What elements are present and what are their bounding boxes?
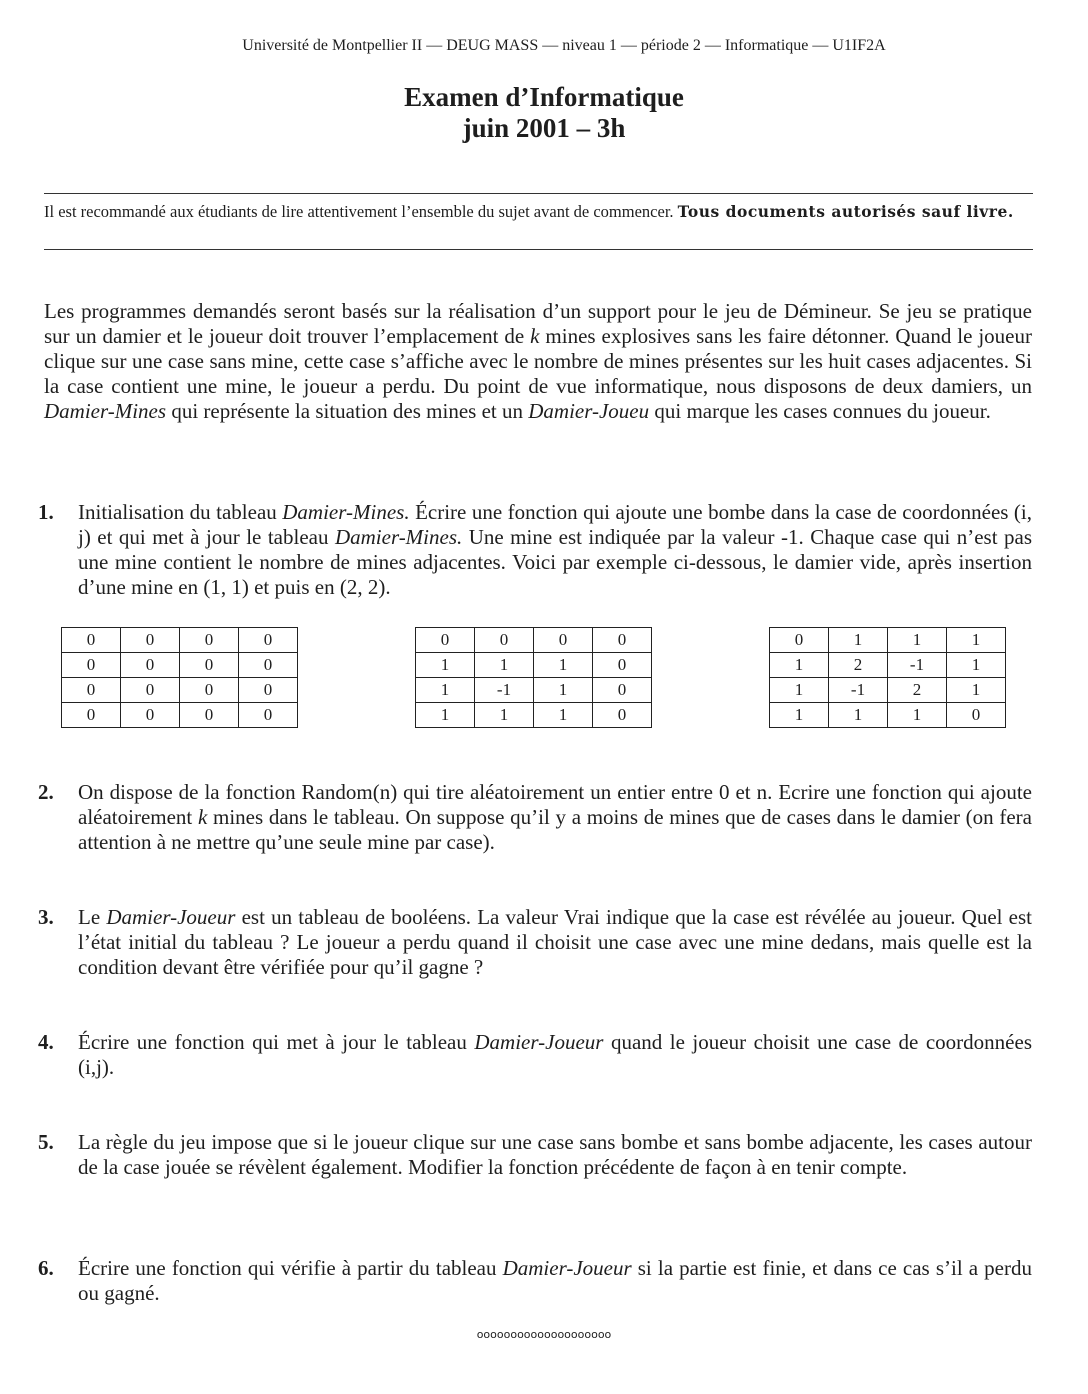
grid-cell: 1 xyxy=(888,703,947,728)
question-body xyxy=(78,1130,1032,1180)
grid-cell: 1 xyxy=(770,678,829,703)
q-italic: Damier-Joueur xyxy=(106,905,236,929)
grid-cell: 0 xyxy=(239,653,298,678)
grid-cell: 1 xyxy=(475,703,534,728)
grid-cell: 0 xyxy=(475,628,534,653)
grid-cell: 0 xyxy=(62,653,121,678)
grid-cell: 0 xyxy=(62,703,121,728)
q-text: est un tableau de booléens. La valeur Vrai indique que la case est révélée au joueur. Quel est l’état initial du tableau ? Le joueur a perdu quand il choisit une case avec une mine dedans, mais quelle est la condition devant être vérifiée pour qu’il gagne ? xyxy=(78,905,1032,979)
question-body xyxy=(78,1256,1032,1306)
grid-cell: 1 xyxy=(534,678,593,703)
grid-cell: 0 xyxy=(239,628,298,653)
question-number: 3. xyxy=(38,905,54,929)
q-text: La règle du jeu impose que si le joueur clique sur une case sans bombe et sans bombe adjacente, les cases autour de la case jouée se révèlent également. Modifier la fonction précédente de façon à en tenir compte. xyxy=(78,1130,1032,1179)
grid-cell: 1 xyxy=(947,653,1006,678)
grid-row xyxy=(416,628,652,653)
grid-one-mine xyxy=(415,627,652,728)
question-5 xyxy=(38,1130,1032,1180)
q-italic: Damier-Joueur xyxy=(502,1256,632,1280)
grid-cell: 0 xyxy=(62,678,121,703)
grid-cell: 0 xyxy=(593,628,652,653)
grid-cell: 1 xyxy=(770,703,829,728)
grid-cell: 1 xyxy=(888,628,947,653)
q-text: Écrire une fonction qui vérifie à partir du tableau xyxy=(78,1256,503,1280)
q-text: mines dans le tableau. On suppose qu’il y a moins de mines que de cases dans le damier (on fera attention à ne mettre qu’une seule mine par case). xyxy=(78,805,1032,854)
q-text: Écrire une fonction qui met à jour le tableau xyxy=(78,1030,475,1054)
grid-cell: 0 xyxy=(180,653,239,678)
question-body xyxy=(78,1030,1032,1080)
intro-paragraph xyxy=(44,299,1032,424)
exam-date: juin 2001 – 3h xyxy=(462,113,626,143)
question-body xyxy=(78,500,1032,600)
grid-cell: 0 xyxy=(121,678,180,703)
q-italic: Damier-Mines. xyxy=(334,525,463,549)
grid-cell: 0 xyxy=(121,628,180,653)
grid-cell: 1 xyxy=(416,678,475,703)
footer-ornament: oooooooooooooooooooo xyxy=(476,1328,612,1341)
grid-cell: 1 xyxy=(534,703,593,728)
grid-cell: 1 xyxy=(770,653,829,678)
grid-cell: -1 xyxy=(829,678,888,703)
q-text: quand le joueur choisit une case de coordonnées (i,j). xyxy=(78,1030,1032,1079)
grid-cell: 1 xyxy=(829,628,888,653)
grid-cell: 1 xyxy=(475,653,534,678)
question-body xyxy=(78,780,1032,855)
grid-cell: 0 xyxy=(534,628,593,653)
q-text: Initialisation du tableau xyxy=(78,500,283,524)
grid-row xyxy=(62,653,298,678)
question-4 xyxy=(38,1030,1032,1080)
grid-two-mines xyxy=(769,627,1006,728)
intro-text: qui marque les cases connues du joueur. xyxy=(649,399,991,423)
grid-row xyxy=(416,678,652,703)
grid-cell: 0 xyxy=(121,703,180,728)
question-2 xyxy=(38,780,1032,855)
q-italic: Damier-Mines. xyxy=(282,500,410,524)
grid-cell: 0 xyxy=(593,678,652,703)
question-number: 6. xyxy=(38,1256,54,1280)
grid-cell: 2 xyxy=(888,678,947,703)
top-rule xyxy=(44,193,1033,194)
question-6 xyxy=(38,1256,1032,1306)
notice xyxy=(44,200,1033,224)
intro-damier-mines: Damier-Mines xyxy=(44,399,167,423)
intro-k: k xyxy=(530,324,540,348)
grid-cell: 0 xyxy=(770,628,829,653)
q-text: Écrire une fonction qui ajoute une bombe dans la case de coordonnées (i, j) et qui met à jour le tableau xyxy=(78,500,1033,549)
q-text: On dispose de la fonction Random(n) qui tire aléatoirement un entier entre 0 et n. Ecrire une fonction qui ajoute aléatoirement xyxy=(78,780,1032,829)
q-italic: k xyxy=(197,805,208,829)
grid-cell: 1 xyxy=(416,653,475,678)
q-text: si la partie est finie, et dans ce cas s’il a perdu ou gagné. xyxy=(78,1256,1032,1305)
grid-row xyxy=(770,678,1006,703)
intro-text: mines explosives sans les faire détonner. Quand le joueur clique sur une case sans mine, cette case s’affiche avec le nombre de mines présentes sur les huit cases adjacentes. Si la case contient une mine, le joueur a perdu. Du point de vue informatique, nous disposons de deux damiers, un xyxy=(44,324,1032,398)
question-number: 5. xyxy=(38,1130,54,1154)
exam-title: Examen d’Informatique xyxy=(404,82,684,112)
grid-cell: 0 xyxy=(593,703,652,728)
question-body xyxy=(78,905,1032,980)
question-number: 1. xyxy=(38,500,54,524)
grid-row xyxy=(62,678,298,703)
grid-cell: -1 xyxy=(888,653,947,678)
grid-cell: 1 xyxy=(947,678,1006,703)
grid-cell: -1 xyxy=(475,678,534,703)
grid-cell: 0 xyxy=(180,703,239,728)
grid-cell: 1 xyxy=(416,703,475,728)
grid-cell: 0 xyxy=(947,703,1006,728)
intro-text: qui représente la situation des mines et un xyxy=(166,399,529,423)
grid-cell: 0 xyxy=(239,703,298,728)
grid-cell: 2 xyxy=(829,653,888,678)
question-3 xyxy=(38,905,1032,980)
grid-row xyxy=(416,653,652,678)
grid-row xyxy=(416,703,652,728)
question-1 xyxy=(38,500,1032,600)
grid-cell: 0 xyxy=(416,628,475,653)
q-text: Le xyxy=(78,905,107,929)
grid-cell: 0 xyxy=(180,628,239,653)
grid-cell: 0 xyxy=(239,678,298,703)
grid-row xyxy=(770,703,1006,728)
grid-row xyxy=(62,703,298,728)
notice-bold: Tous documents autorisés sauf livre. xyxy=(677,202,1014,221)
question-number: 2. xyxy=(38,780,54,804)
grid-row xyxy=(770,653,1006,678)
q-text: Une mine est indiquée par la valeur -1. Chaque case qui n’est pas une mine contient le nombre de mines adjacentes. Voici par exemple ci-dessous, le damier vide, après insertion d’une mine en (1, 1) et puis en (2, 2). xyxy=(78,525,1032,599)
intro-text: Les programmes demandés seront basés sur la réalisation d’un support pour le jeu de Démineur. Se jeu se pratique sur un damier et le joueur doit trouver l’emplacement de xyxy=(44,299,1032,348)
grid-cell: 1 xyxy=(829,703,888,728)
grid-row xyxy=(62,628,298,653)
grid-empty xyxy=(61,627,298,728)
grid-cell: 0 xyxy=(121,653,180,678)
grid-cell: 1 xyxy=(534,653,593,678)
grid-cell: 0 xyxy=(62,628,121,653)
grid-cell: 0 xyxy=(593,653,652,678)
q-italic: Damier-Joueur xyxy=(474,1030,604,1054)
question-number: 4. xyxy=(38,1030,54,1054)
bottom-rule xyxy=(44,249,1033,250)
grid-cell: 1 xyxy=(947,628,1006,653)
course-header: Université de Montpellier II — DEUG MASS — niveau 1 — période 2 — Informatique — U1IF2A xyxy=(242,37,886,54)
intro-damier-joueu: Damier-Joueu xyxy=(528,399,650,423)
notice-text: Il est recommandé aux étudiants de lire attentivement l’ensemble du sujet avant de commencer. xyxy=(44,202,674,221)
grid-cell: 0 xyxy=(180,678,239,703)
grid-row xyxy=(770,628,1006,653)
